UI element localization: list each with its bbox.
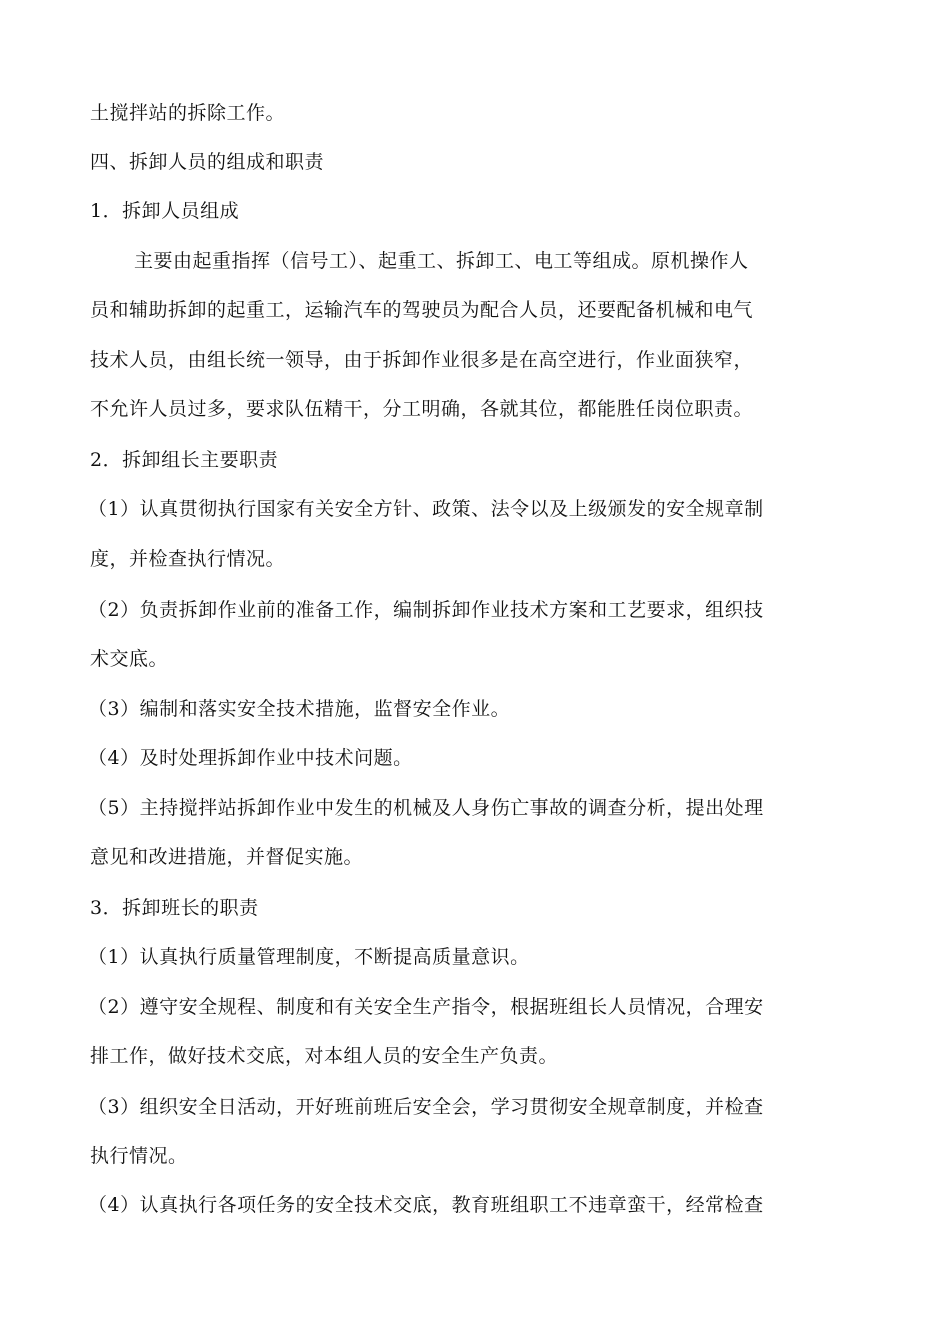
list-item-continuation: 排工作，做好技术交底，对本组人员的安全生产负责。 — [90, 1045, 559, 1067]
list-item: （2）遵守安全规程、制度和有关安全生产指令，根据班组长人员情况，合理安 — [88, 996, 764, 1018]
list-item: （3）组织安全日活动，开好班前班后安全会，学习贯彻安全规章制度，并检查 — [88, 1096, 764, 1118]
list-item: （5）主持搅拌站拆卸作业中发生的机械及人身伤亡事故的调查分析，提出处理 — [88, 797, 764, 819]
paragraph-line: 不允许人员过多，要求队伍精干，分工明确，各就其位，都能胜任岗位职责。 — [90, 398, 754, 420]
list-item: （2）负责拆卸作业前的准备工作，编制拆卸作业技术方案和工艺要求，组织技 — [88, 599, 764, 621]
paragraph-line: 主要由起重指挥（信号工）、起重工、拆卸工、电工等组成。原机操作人 — [134, 250, 749, 272]
list-item-continuation: 意见和改进措施，并督促实施。 — [90, 846, 364, 868]
list-item-continuation: 执行情况。 — [90, 1145, 188, 1167]
section-heading: 四、拆卸人员的组成和职责 — [90, 151, 325, 173]
list-item: （1）认真执行质量管理制度，不断提高质量意识。 — [88, 946, 530, 968]
list-item: （4）及时处理拆卸作业中技术问题。 — [88, 747, 413, 769]
list-item: （3）编制和落实安全技术措施，监督安全作业。 — [88, 698, 511, 720]
list-item: （4）认真执行各项任务的安全技术交底，教育班组职工不违章蛮干，经常检查 — [88, 1194, 764, 1216]
paragraph-line: 技术人员，由组长统一领导，由于拆卸作业很多是在高空进行，作业面狭窄， — [90, 349, 754, 371]
subsection-heading: 1．拆卸人员组成 — [90, 200, 240, 222]
paragraph-line: 员和辅助拆卸的起重工，运输汽车的驾驶员为配合人员，还要配备机械和电气 — [90, 299, 754, 321]
list-item-continuation: 度，并检查执行情况。 — [90, 548, 286, 570]
subsection-heading: 2．拆卸组长主要职责 — [90, 449, 279, 471]
subsection-heading: 3．拆卸班长的职责 — [90, 897, 259, 919]
list-item-continuation: 术交底。 — [90, 648, 169, 670]
list-item: （1）认真贯彻执行国家有关安全方针、政策、法令以及上级颁发的安全规章制 — [88, 498, 764, 520]
paragraph-continuation: 土搅拌站的拆除工作。 — [90, 102, 286, 124]
